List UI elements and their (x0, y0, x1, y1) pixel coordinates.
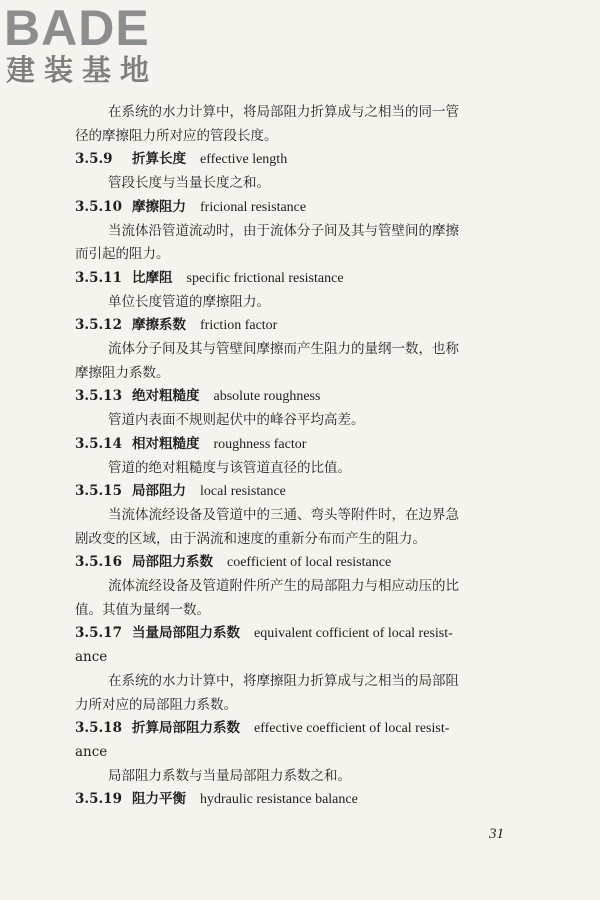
entry-number: 3.5.14 (75, 435, 122, 452)
entry-term-cn: 比摩阻 (132, 269, 173, 286)
entry-number: 3.5.9 (75, 151, 113, 168)
entry-term-cn: 折算局部阻力系数 (132, 720, 240, 737)
entry-number: 3.5.19 (75, 791, 122, 808)
paragraph-line: 而引起的阻力。 (75, 246, 170, 263)
logo-brand-text: BADE (4, 0, 150, 56)
paragraph-line: ance (75, 649, 108, 666)
term-entry (75, 149, 287, 170)
logo-subtitle-text: 建装基地 (6, 53, 159, 87)
entry-term-en: effective coefficient of local resist- (254, 721, 450, 737)
paragraph-first-line: 流体流经设备及管道附件所产生的局部阻力与相应动压的比 (108, 578, 459, 594)
paragraph-first-line: 当流体沿管道流动时，由于流体分子间及其与管壁间的摩擦 (108, 222, 459, 239)
paragraph-first-line: 当流体流经设备及管道中的三通、弯头等附件时，在边界急 (108, 506, 459, 523)
term-entry (75, 481, 286, 502)
paragraph-line: 摩擦阻力系数。 (75, 364, 170, 381)
term-entry (75, 434, 306, 455)
entry-term-cn: 摩擦系数 (132, 317, 186, 334)
term-entry (75, 197, 306, 218)
paragraph-first-line: 管道内表面不规则起伏中的峰谷平均高差。 (108, 412, 365, 429)
entry-term-en: effective length (200, 152, 288, 168)
term-entry (75, 623, 453, 644)
term-entry (75, 789, 358, 810)
entry-term-en: friction factor (200, 318, 278, 334)
paragraph-first-line: 在系统的水力计算中，将局部阻力折算成与之相当的同一管 (108, 104, 459, 120)
entry-term-en: absolute roughness (213, 389, 321, 405)
entry-term-en: roughness factor (213, 436, 307, 452)
term-entry (75, 315, 277, 336)
page-number: 31 (489, 826, 504, 842)
paragraph-first-line: 在系统的水力计算中，将摩擦阻力折算成与之相当的局部阻 (108, 672, 459, 689)
entry-number: 3.5.15 (75, 483, 122, 500)
paragraph-first-line: 管段长度与当量长度之和。 (108, 175, 270, 192)
entry-term-cn: 局部阻力系数 (132, 554, 213, 571)
entry-term-en: specific frictional resistance (186, 270, 344, 286)
entry-term-en: hydraulic resistance balance (200, 792, 358, 808)
entry-number: 3.5.10 (75, 198, 122, 215)
entry-number: 3.5.18 (75, 720, 122, 737)
entry-term-en: fricional resistance (200, 199, 307, 215)
paragraph-line: 力所对应的局部阻力系数。 (75, 696, 237, 713)
entry-term-cn: 相对粗糙度 (132, 435, 200, 452)
paragraph-line: 径的摩擦阻力所对应的管段长度。 (75, 127, 278, 144)
paragraph-first-line: 流体分子间及其与管壁间摩擦而产生阻力的量纲一数，也称 (108, 341, 459, 357)
paragraph-first-line: 单位长度管道的摩擦阻力。 (108, 293, 270, 310)
entry-term-cn: 摩擦阻力 (132, 198, 186, 215)
entry-term-cn: 绝对粗糙度 (132, 388, 200, 405)
entry-term-en: equivalent cofficient of local resist- (254, 626, 453, 642)
term-entry (75, 718, 449, 739)
paragraph-first-line: 管道的绝对粗糙度与该管道直径的比值。 (108, 459, 351, 476)
term-entry (75, 268, 344, 289)
paragraph-first-line: 局部阻力系数与当量局部阻力系数之和。 (108, 767, 351, 784)
bade-logo (4, 2, 184, 88)
entry-number: 3.5.11 (75, 269, 122, 286)
entry-term-en: local resistance (200, 484, 286, 500)
entry-term-cn: 折算长度 (132, 151, 186, 168)
entry-term-cn: 局部阻力 (132, 483, 186, 500)
paragraph-line: 值。其值为量纲一数。 (75, 601, 210, 618)
term-entry (75, 552, 391, 573)
entry-term-cn: 阻力平衡 (132, 791, 186, 808)
paragraph-line: ance (75, 743, 108, 760)
entry-term-en: coefficient of local resistance (227, 555, 392, 571)
paragraph-line: 剧改变的区域，由于涡流和速度的重新分布而产生的阻力。 (75, 530, 426, 547)
entry-number: 3.5.13 (75, 388, 122, 405)
entry-number: 3.5.17 (75, 625, 122, 642)
term-entry (75, 386, 320, 407)
entry-number: 3.5.16 (75, 554, 122, 571)
entry-term-cn: 当量局部阻力系数 (132, 625, 240, 642)
entry-number: 3.5.12 (75, 317, 122, 334)
